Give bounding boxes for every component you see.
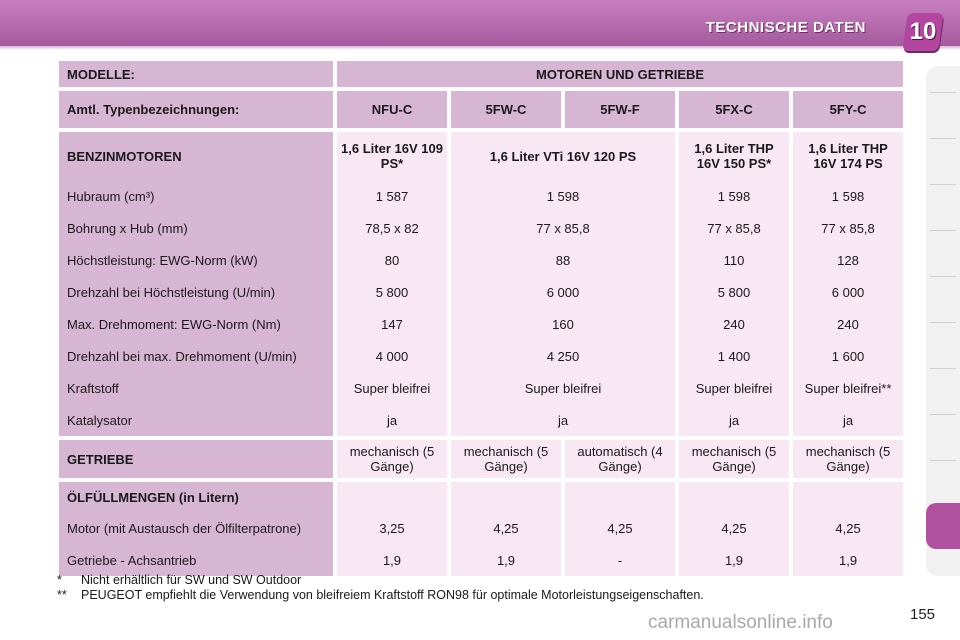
side-tab-divider	[930, 184, 956, 185]
oil-capacity-row	[59, 482, 903, 512]
row-label: Katalysator	[59, 404, 333, 436]
table-row	[59, 308, 903, 340]
models-header: MODELLE:	[59, 61, 333, 87]
footnote	[57, 573, 704, 588]
cell: Super bleifrei	[451, 372, 675, 404]
table-row	[59, 244, 903, 276]
row-label: Drehzahl bei max. Drehmoment (U/min)	[59, 340, 333, 372]
cell: 1,9	[337, 544, 447, 576]
cell: 1 587	[337, 180, 447, 212]
cell: 3,25	[337, 512, 447, 544]
cell: 77 x 85,8	[451, 212, 675, 244]
side-tab-divider	[930, 368, 956, 369]
page-number: 155	[910, 606, 936, 623]
cell: 160	[451, 308, 675, 340]
type-code: NFU-C	[337, 91, 447, 128]
chapter-number-badge	[902, 13, 943, 51]
type-code: 5FW-C	[451, 91, 561, 128]
type-code: 5FY-C	[793, 91, 903, 128]
type-code: 5FX-C	[679, 91, 789, 128]
row-label: Max. Drehmoment: EWG-Norm (Nm)	[59, 308, 333, 340]
cell: 1,9	[679, 544, 789, 576]
top-banner-fade	[0, 46, 960, 50]
cell: 4,25	[565, 512, 675, 544]
cell: ja	[793, 404, 903, 436]
cell: 110	[679, 244, 789, 276]
side-tab-divider	[930, 230, 956, 231]
cell: mechanisch (5 Gänge)	[793, 440, 903, 478]
side-tab-divider	[930, 460, 956, 461]
cell: 1 400	[679, 340, 789, 372]
cell: 1,9	[793, 544, 903, 576]
table-row	[59, 372, 903, 404]
engine-name: 1,6 Liter THP 16V 174 PS	[793, 132, 903, 180]
table-row	[59, 180, 903, 212]
footnote	[57, 588, 704, 603]
cell: 128	[793, 244, 903, 276]
cell: 77 x 85,8	[679, 212, 789, 244]
footnote-text: Nicht erhältlich für SW und SW Outdoor	[81, 573, 302, 587]
cell: mechanisch (5 Gänge)	[451, 440, 561, 478]
table-row	[59, 212, 903, 244]
side-tab-divider	[930, 414, 956, 415]
row-label: Höchstleistung: EWG-Norm (kW)	[59, 244, 333, 276]
table-row	[59, 340, 903, 372]
footnote-mark: *	[57, 573, 62, 587]
cell: mechanisch (5 Gänge)	[679, 440, 789, 478]
cell: 1 598	[793, 180, 903, 212]
row-label: Bohrung x Hub (mm)	[59, 212, 333, 244]
row-label: Hubraum (cm³)	[59, 180, 333, 212]
table-row	[59, 544, 903, 576]
cell: 1 600	[793, 340, 903, 372]
cell: 6 000	[793, 276, 903, 308]
cell: Super bleifrei	[337, 372, 447, 404]
cell: ja	[679, 404, 789, 436]
side-tab-divider	[930, 138, 956, 139]
type-codes-label: Amtl. Typenbezeichnungen:	[59, 91, 333, 128]
side-tab-divider	[930, 276, 956, 277]
watermark-text: carmanualsonline.info	[648, 612, 833, 633]
oil-capacity-label: ÖLFÜLLMENGEN (in Litern)	[59, 482, 333, 512]
cell: 1 598	[679, 180, 789, 212]
cell: Super bleifrei**	[793, 372, 903, 404]
cell: Super bleifrei	[679, 372, 789, 404]
table-header-row	[59, 61, 903, 87]
cell: 78,5 x 82	[337, 212, 447, 244]
engines-gearboxes-header: MOTOREN UND GETRIEBE	[337, 61, 903, 87]
engine-name: 1,6 Liter 16V 109 PS*	[337, 132, 447, 180]
cell: 5 800	[679, 276, 789, 308]
cell: 1 598	[451, 180, 675, 212]
chapter-title: TECHNISCHE DATEN	[705, 19, 866, 36]
type-code: 5FW-F	[565, 91, 675, 128]
cell: 5 800	[337, 276, 447, 308]
footnotes	[57, 573, 704, 603]
engine-name: 1,6 Liter VTi 16V 120 PS	[451, 132, 675, 180]
row-label: Motor (mit Austausch der Ölfilterpatrone)	[59, 512, 333, 544]
cell: -	[565, 544, 675, 576]
cell: 6 000	[451, 276, 675, 308]
type-codes-row	[59, 91, 903, 128]
cell: 77 x 85,8	[793, 212, 903, 244]
side-tab-divider	[930, 322, 956, 323]
active-chapter-tab[interactable]	[926, 503, 960, 549]
row-label: Kraftstoff	[59, 372, 333, 404]
petrol-engines-label: BENZINMOTOREN	[59, 132, 333, 180]
cell: 240	[793, 308, 903, 340]
gearbox-label: GETRIEBE	[59, 440, 333, 478]
row-label: Drehzahl bei Höchstleistung (U/min)	[59, 276, 333, 308]
side-tab-divider	[930, 92, 956, 93]
cell: mechanisch (5 Gänge)	[337, 440, 447, 478]
cell: ja	[337, 404, 447, 436]
cell: 240	[679, 308, 789, 340]
cell: automatisch (4 Gänge)	[565, 440, 675, 478]
petrol-engines-row	[59, 132, 903, 180]
cell: 4,25	[793, 512, 903, 544]
technical-data-table	[55, 61, 907, 576]
table-row	[59, 404, 903, 436]
gearbox-row	[59, 440, 903, 478]
cell: 4 250	[451, 340, 675, 372]
chapter-number: 10	[909, 18, 937, 45]
cell: 88	[451, 244, 675, 276]
engine-name: 1,6 Liter THP 16V 150 PS*	[679, 132, 789, 180]
footnote-text: PEUGEOT empfiehlt die Verwendung von bleifreiem Kraftstoff RON98 für optimale Motorleistungseigenschaften.	[81, 588, 704, 602]
table-row	[59, 276, 903, 308]
cell: 4 000	[337, 340, 447, 372]
footnote-mark: **	[57, 588, 67, 602]
cell: ja	[451, 404, 675, 436]
cell: 4,25	[679, 512, 789, 544]
cell: 80	[337, 244, 447, 276]
cell: 4,25	[451, 512, 561, 544]
table-row	[59, 512, 903, 544]
chapter-side-tabs	[926, 66, 960, 576]
cell: 147	[337, 308, 447, 340]
cell: 1,9	[451, 544, 561, 576]
row-label: Getriebe - Achsantrieb	[59, 544, 333, 576]
